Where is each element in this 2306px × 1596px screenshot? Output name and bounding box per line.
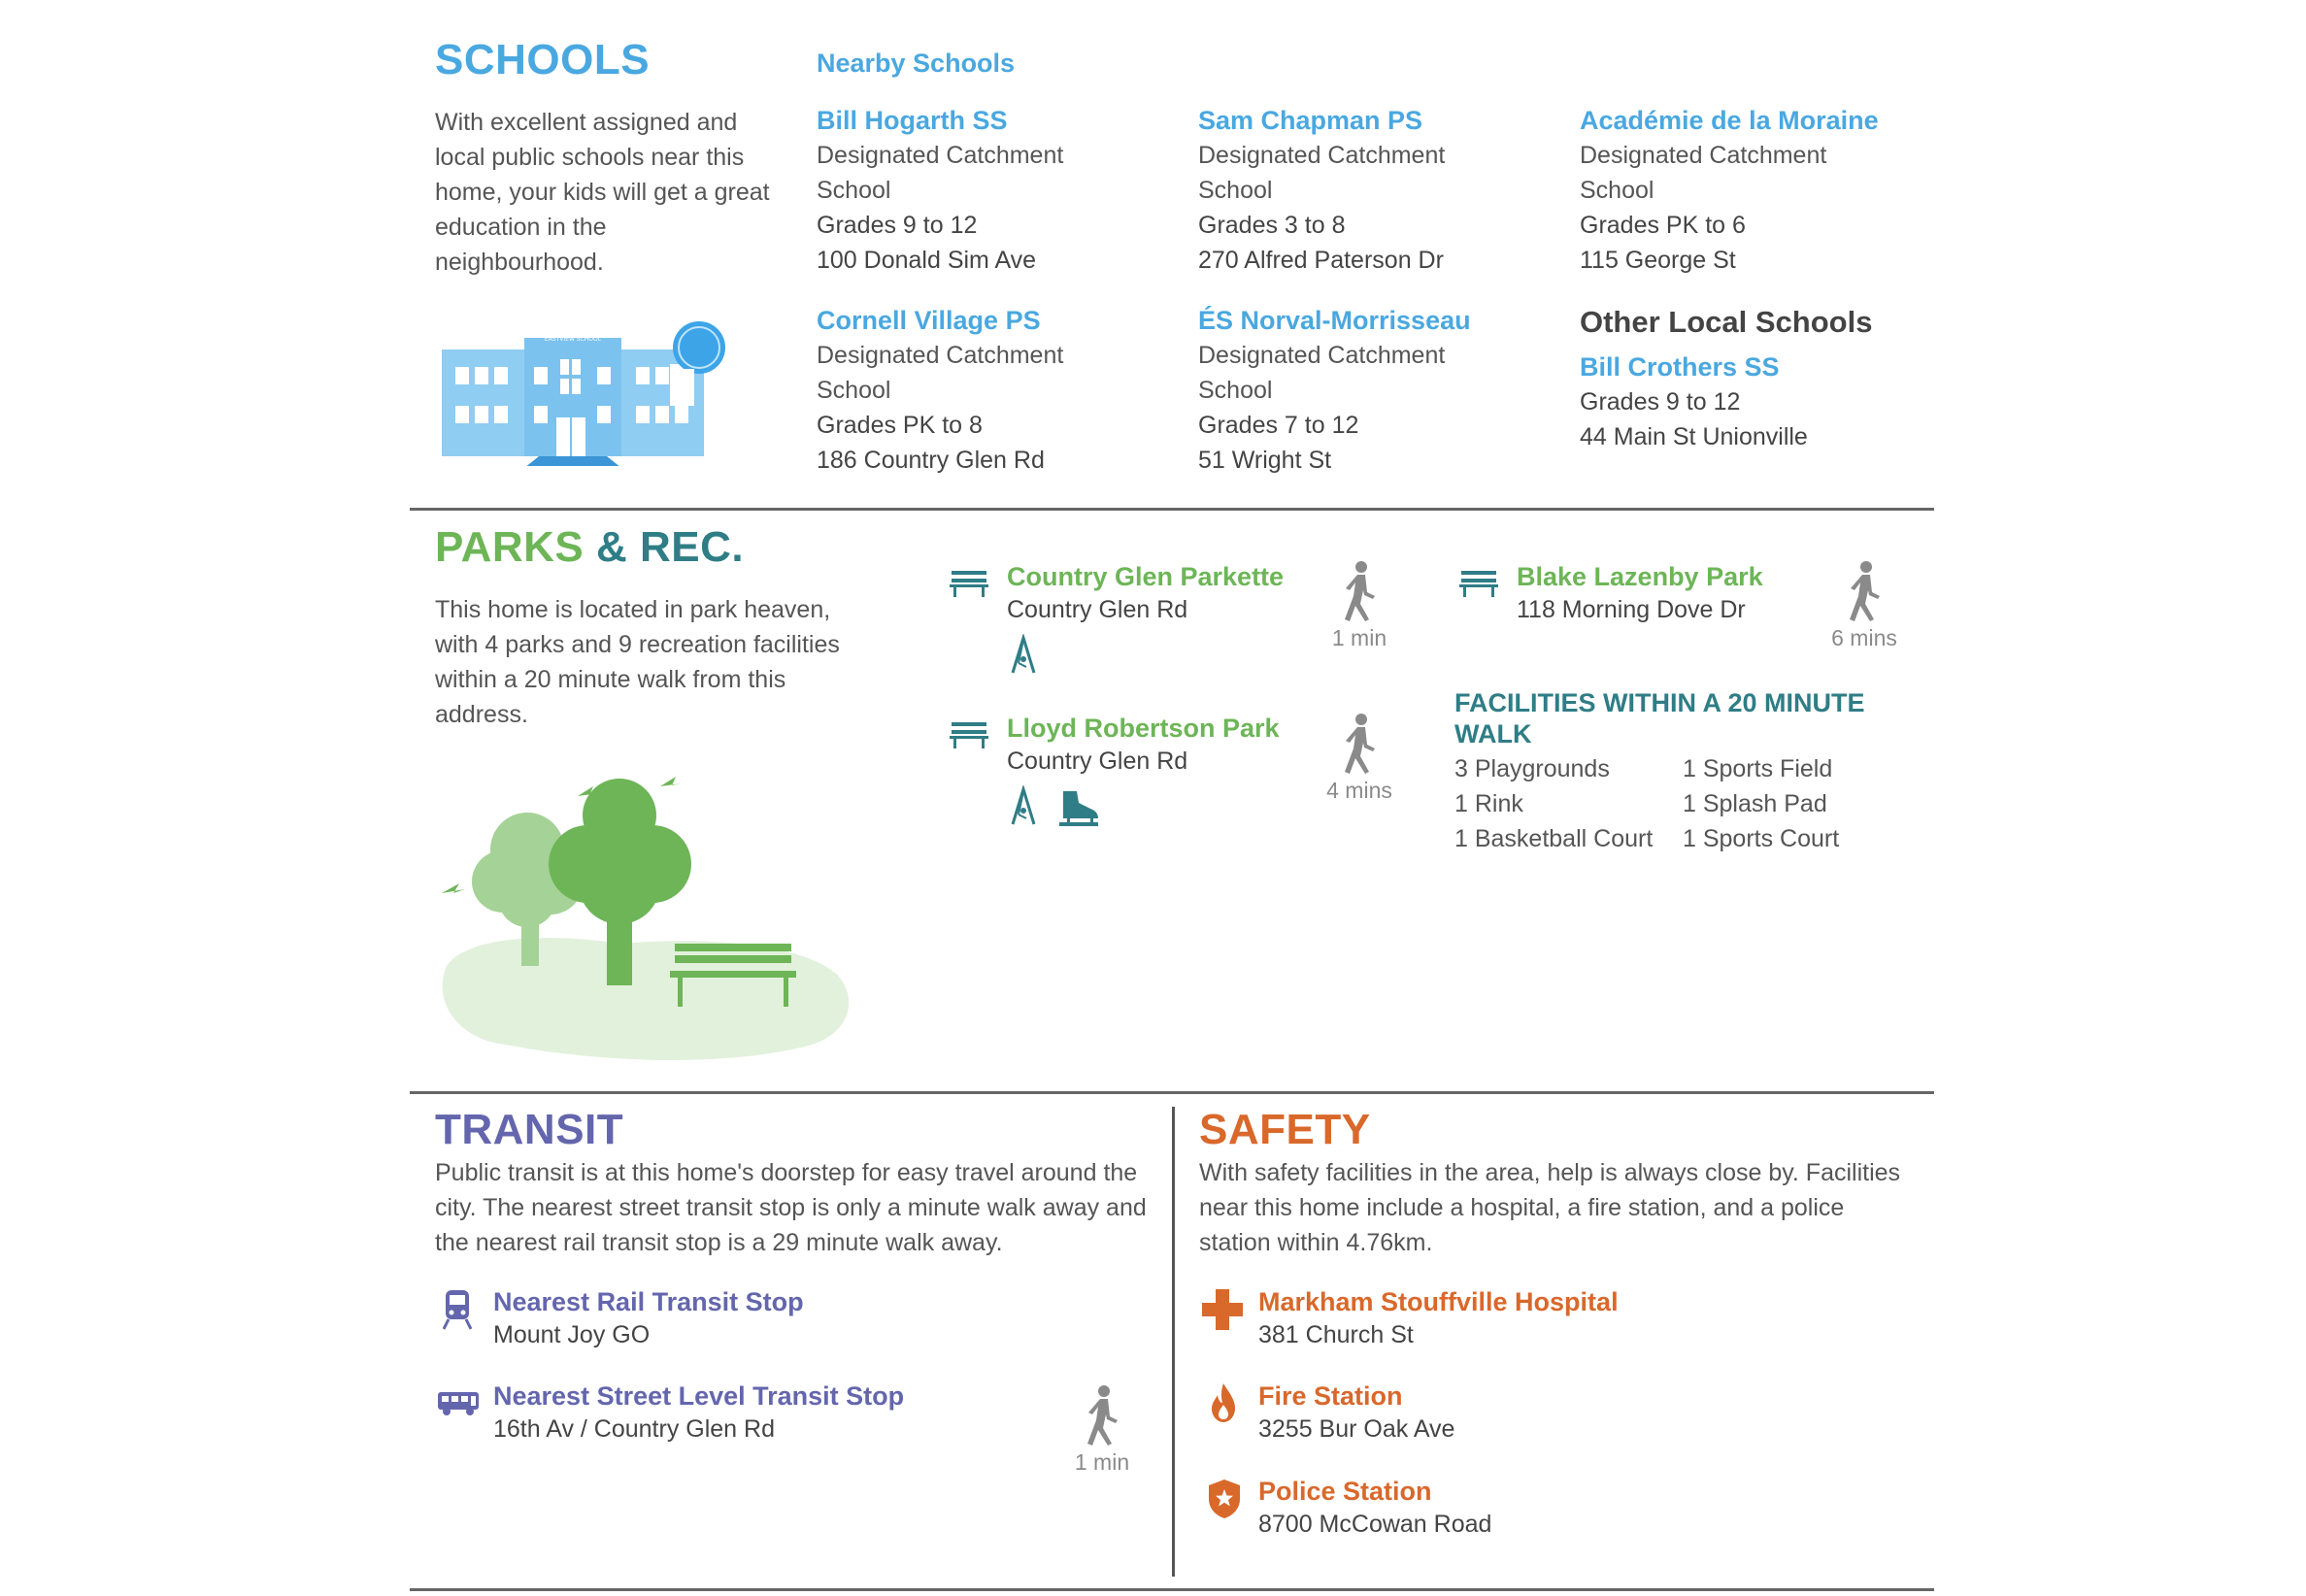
park-item xyxy=(1517,560,1763,626)
facility-item: 1 Rink xyxy=(1454,790,1523,817)
bench-icon xyxy=(950,569,988,598)
school-type: School xyxy=(817,177,891,204)
school-name[interactable]: Cornell Village PS xyxy=(817,306,1041,335)
street-stop-label: Nearest Street Level Transit Stop xyxy=(493,1381,905,1411)
school-grades: Grades 3 to 8 xyxy=(1198,212,1346,239)
ice-skate-icon xyxy=(1057,789,1100,828)
school-type: Designated Catchment xyxy=(817,142,1064,169)
divider xyxy=(410,1091,1934,1094)
school-address: 44 Main St Unionville xyxy=(1580,423,1808,450)
walk-time-label: 1 min xyxy=(1331,625,1387,650)
parks-description: This home is located in park heaven, with 4 parks and 9 recreation facilities within a 20 minute walk from this address. xyxy=(435,596,840,728)
school-card xyxy=(1198,103,1445,278)
walk-time xyxy=(1825,561,1903,651)
swing-icon xyxy=(1007,785,1040,828)
walk-time xyxy=(1320,561,1398,651)
facilities-list xyxy=(1454,751,1911,856)
school-type: Designated Catchment xyxy=(817,342,1064,369)
divider xyxy=(410,1588,1934,1591)
safety-address: 8700 McCowan Road xyxy=(1258,1511,1492,1538)
school-type: School xyxy=(1198,177,1273,204)
school-type: School xyxy=(1580,177,1654,204)
school-grades: Grades 7 to 12 xyxy=(1198,412,1359,439)
park-item xyxy=(1007,712,1280,828)
school-card xyxy=(817,103,1063,278)
schools-description: With excellent assigned and local public schools near this home, your kids will get a great education in the neighbourhood. xyxy=(435,109,770,276)
school-building-illustration xyxy=(442,320,733,466)
school-address: 100 Donald Sim Ave xyxy=(817,247,1037,274)
school-name[interactable]: Sam Chapman PS xyxy=(1198,106,1423,135)
parks-title xyxy=(435,523,745,571)
other-schools xyxy=(1580,303,1872,454)
walking-person-icon xyxy=(1340,714,1379,774)
safety-description: With safety facilities in the area, help is always close by. Facilities near this home include a hospital, a fire station, and a police station within 4.76km. xyxy=(1199,1159,1901,1256)
safety-address: 381 Church St xyxy=(1258,1321,1414,1348)
school-grades: Grades PK to 8 xyxy=(817,412,983,439)
divider xyxy=(410,508,1934,511)
rail-stop-name[interactable]: Mount Joy GO xyxy=(493,1321,651,1348)
school-type: School xyxy=(1198,377,1273,404)
school-card xyxy=(817,303,1063,478)
school-name[interactable]: Académie de la Moraine xyxy=(1580,106,1879,135)
park-address: 118 Morning Dove Dr xyxy=(1517,596,1746,623)
train-icon xyxy=(443,1288,472,1331)
park-name[interactable]: Lloyd Robertson Park xyxy=(1007,714,1280,743)
safety-item xyxy=(1258,1380,1454,1446)
facility-item: 1 Basketball Court xyxy=(1454,825,1654,852)
rail-stop xyxy=(493,1285,804,1351)
walk-time-label: 1 min xyxy=(1074,1449,1130,1475)
rec-title-part: & REC. xyxy=(596,523,745,571)
street-stop xyxy=(493,1380,904,1446)
rail-stop-label: Nearest Rail Transit Stop xyxy=(493,1287,804,1316)
safety-name[interactable]: Markham Stouffville Hospital xyxy=(1258,1287,1619,1316)
school-name[interactable]: Bill Crothers SS xyxy=(1580,352,1780,382)
transit-description: Public transit is at this home's doorstep for easy travel around the city. The nearest street transit stop is only a minute walk away and the nearest rail transit stop is a 29 minute walk away. xyxy=(435,1159,1147,1256)
school-type: School xyxy=(817,377,891,404)
schools-title: SCHOOLS xyxy=(435,36,651,83)
school-type: Designated Catchment xyxy=(1580,142,1827,169)
park-item xyxy=(1007,560,1284,682)
school-type: Designated Catchment xyxy=(1198,142,1446,169)
safety-item xyxy=(1258,1285,1619,1351)
school-address: 186 Country Glen Rd xyxy=(817,447,1045,474)
school-grades: Grades 9 to 12 xyxy=(817,212,978,239)
school-card xyxy=(1580,103,1879,278)
park-name[interactable]: Country Glen Parkette xyxy=(1007,562,1285,591)
police-badge-icon xyxy=(1207,1478,1242,1520)
school-name[interactable]: ÉS Norval-Morrisseau xyxy=(1198,306,1471,335)
school-grades: Grades PK to 6 xyxy=(1580,212,1746,239)
safety-name[interactable]: Police Station xyxy=(1258,1477,1432,1506)
safety-item xyxy=(1258,1475,1491,1541)
walking-person-icon xyxy=(1083,1385,1121,1446)
bench-icon xyxy=(1459,569,1498,598)
hospital-cross-icon xyxy=(1202,1289,1243,1330)
bus-icon xyxy=(437,1390,480,1417)
fire-icon xyxy=(1210,1381,1237,1424)
nearby-schools-heading: Nearby Schools xyxy=(817,49,1016,78)
school-grades: Grades 9 to 12 xyxy=(1580,388,1741,416)
park-address: Country Glen Rd xyxy=(1007,748,1188,775)
school-address: 115 George St xyxy=(1580,247,1736,274)
bench-icon xyxy=(950,720,988,749)
walk-time-label: 4 mins xyxy=(1326,778,1392,803)
vertical-divider xyxy=(1172,1107,1175,1577)
school-type: Designated Catchment xyxy=(1198,342,1446,369)
safety-name[interactable]: Fire Station xyxy=(1258,1381,1403,1411)
school-card xyxy=(1198,303,1471,478)
parks-title-part: PARKS xyxy=(435,523,585,571)
safety-address: 3255 Bur Oak Ave xyxy=(1258,1415,1455,1443)
school-name[interactable]: Bill Hogarth SS xyxy=(817,106,1008,135)
walk-time-label: 6 mins xyxy=(1831,625,1897,650)
park-illustration xyxy=(427,757,874,1078)
school-sign: EASTVIEW SCHOOL xyxy=(544,336,602,343)
safety-title: SAFETY xyxy=(1199,1106,1371,1153)
school-address: 51 Wright St xyxy=(1198,447,1332,474)
street-stop-name[interactable]: 16th Av / Country Glen Rd xyxy=(493,1415,775,1443)
transit-title: TRANSIT xyxy=(435,1106,624,1153)
park-name[interactable]: Blake Lazenby Park xyxy=(1517,562,1763,591)
walk-time xyxy=(1320,714,1398,804)
facility-item: 1 Sports Court xyxy=(1683,825,1840,852)
park-address: Country Glen Rd xyxy=(1007,596,1188,623)
walk-time xyxy=(1063,1385,1141,1476)
walking-person-icon xyxy=(1845,561,1884,621)
facilities-heading: FACILITIES WITHIN A 20 MINUTE WALK xyxy=(1454,688,1865,748)
school-address: 270 Alfred Paterson Dr xyxy=(1198,247,1444,274)
facility-item: 3 Playgrounds xyxy=(1454,755,1610,782)
walking-person-icon xyxy=(1340,561,1379,621)
facility-item: 1 Splash Pad xyxy=(1683,790,1827,817)
other-schools-heading: Other Local Schools xyxy=(1580,305,1873,339)
swing-icon xyxy=(1007,634,1040,677)
facility-item: 1 Sports Field xyxy=(1683,755,1833,782)
